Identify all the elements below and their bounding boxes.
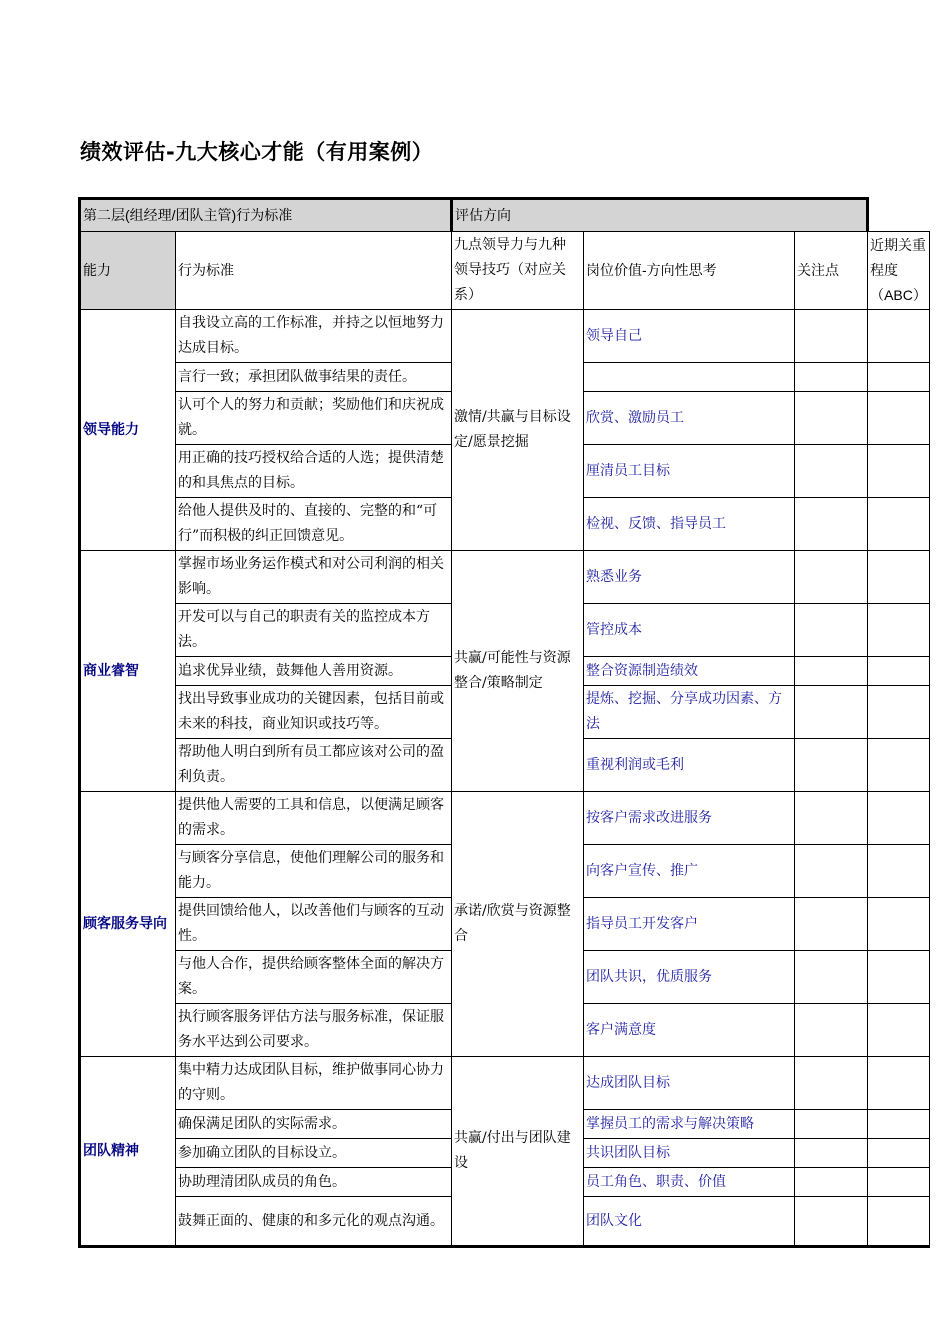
behavior-standard-cell: 掌握市场业务运作模式和对公司利润的相关影响。 (176, 551, 452, 604)
leadership-skill-cell: 承诺/欣赏与资源整合 (452, 792, 584, 1057)
priority-cell[interactable] (868, 1168, 930, 1197)
focus-point-cell[interactable] (795, 1139, 868, 1168)
header-priority-line2: 程度 (870, 262, 898, 278)
priority-cell[interactable] (868, 686, 930, 739)
focus-point-cell[interactable] (795, 1057, 868, 1110)
position-value-cell: 管控成本 (584, 604, 795, 657)
focus-point-cell[interactable] (795, 739, 868, 792)
focus-point-cell[interactable] (795, 792, 868, 845)
priority-cell[interactable] (868, 792, 930, 845)
ability-cell: 商业睿智 (80, 551, 176, 792)
header-skill-line1: 九点领导力与九种 (454, 237, 566, 253)
table-row (80, 310, 930, 363)
behavior-standard-cell: 集中精力达成团队目标，维护做事同心协力的守则。 (176, 1057, 452, 1110)
position-value-cell: 指导员工开发客户 (584, 898, 795, 951)
header-section-left: 第二层(组经理/团队主管)行为标准 (80, 199, 452, 232)
focus-point-cell[interactable] (795, 898, 868, 951)
behavior-standard-cell: 参加确立团队的目标设立。 (176, 1139, 452, 1168)
behavior-standard-cell: 与他人合作，提供给顾客整体全面的解决方案。 (176, 951, 452, 1004)
behavior-standard-cell: 自我设立高的工作标准，并持之以恒地努力达成目标。 (176, 310, 452, 363)
focus-point-cell[interactable] (795, 604, 868, 657)
ability-cell: 团队精神 (80, 1057, 176, 1247)
behavior-standard-cell: 确保满足团队的实际需求。 (176, 1110, 452, 1139)
behavior-standard-cell: 提供他人需要的工具和信息，以便满足顾客的需求。 (176, 792, 452, 845)
header-ability: 能力 (80, 232, 176, 310)
priority-cell[interactable] (868, 1004, 930, 1057)
priority-cell[interactable] (868, 951, 930, 1004)
page-title: 绩效评估-九大核心才能（有用案例） (80, 140, 434, 164)
table-row (80, 551, 930, 604)
header-priority-line3: （ABC） (870, 287, 927, 303)
focus-point-cell[interactable] (795, 310, 868, 363)
position-value-cell: 达成团队目标 (584, 1057, 795, 1110)
ability-cell: 领导能力 (80, 310, 176, 551)
header-standard: 行为标准 (176, 232, 452, 310)
position-value-cell: 重视利润或毛利 (584, 739, 795, 792)
position-value-cell: 员工角色、职责、价值 (584, 1168, 795, 1197)
priority-cell[interactable] (868, 845, 930, 898)
priority-cell[interactable] (868, 1139, 930, 1168)
focus-point-cell[interactable] (795, 686, 868, 739)
priority-cell[interactable] (868, 604, 930, 657)
leadership-skill-cell: 共赢/可能性与资源整合/策略制定 (452, 551, 584, 792)
focus-point-cell[interactable] (795, 1110, 868, 1139)
position-value-cell: 领导自己 (584, 310, 795, 363)
header-focus: 关注点 (795, 232, 868, 310)
focus-point-cell[interactable] (795, 551, 868, 604)
priority-cell[interactable] (868, 445, 930, 498)
header-priority (868, 232, 930, 310)
behavior-standard-cell: 执行顾客服务评估方法与服务标准，保证服务水平达到公司要求。 (176, 1004, 452, 1057)
header-priority-line1: 近期关重 (870, 237, 926, 253)
behavior-standard-cell: 鼓舞正面的、健康的和多元化的观点沟通。 (176, 1197, 452, 1247)
position-value-cell: 检视、反馈、指导员工 (584, 498, 795, 551)
header-skill-line3: 系） (454, 287, 482, 303)
position-value-cell (584, 363, 795, 392)
leadership-skill-cell: 共赢/付出与团队建设 (452, 1057, 584, 1247)
behavior-standard-cell: 与顾客分享信息，使他们理解公司的服务和能力。 (176, 845, 452, 898)
behavior-standard-cell: 帮助他人明白到所有员工都应该对公司的盈利负责。 (176, 739, 452, 792)
behavior-standard-cell: 认可个人的努力和贡献；奖励他们和庆祝成就。 (176, 392, 452, 445)
priority-cell[interactable] (868, 1057, 930, 1110)
position-value-cell: 整合资源制造绩效 (584, 657, 795, 686)
position-value-cell: 厘清员工目标 (584, 445, 795, 498)
behavior-standard-cell: 找出导致事业成功的关键因素，包括目前或未来的科技，商业知识或技巧等。 (176, 686, 452, 739)
position-value-cell: 向客户宣传、推广 (584, 845, 795, 898)
behavior-standard-cell: 追求优异业绩，鼓舞他人善用资源。 (176, 657, 452, 686)
priority-cell[interactable] (868, 1110, 930, 1139)
priority-cell[interactable] (868, 310, 930, 363)
position-value-cell: 团队文化 (584, 1197, 795, 1247)
focus-point-cell[interactable] (795, 445, 868, 498)
priority-cell[interactable] (868, 898, 930, 951)
ability-cell: 顾客服务导向 (80, 792, 176, 1057)
header-blank-cell (868, 199, 930, 232)
header-value: 岗位价值-方向性思考 (584, 232, 795, 310)
priority-cell[interactable] (868, 657, 930, 686)
focus-point-cell[interactable] (795, 498, 868, 551)
priority-cell[interactable] (868, 498, 930, 551)
position-value-cell: 团队共识，优质服务 (584, 951, 795, 1004)
competency-table (78, 197, 930, 1248)
behavior-standard-cell: 协助理清团队成员的角色。 (176, 1168, 452, 1197)
priority-cell[interactable] (868, 392, 930, 445)
position-value-cell: 按客户需求改进服务 (584, 792, 795, 845)
focus-point-cell[interactable] (795, 1197, 868, 1247)
position-value-cell: 掌握员工的需求与解决策略 (584, 1110, 795, 1139)
position-value-cell: 客户满意度 (584, 1004, 795, 1057)
focus-point-cell[interactable] (795, 951, 868, 1004)
header-section-right: 评估方向 (452, 199, 868, 232)
priority-cell[interactable] (868, 739, 930, 792)
table-row (80, 1057, 930, 1110)
priority-cell[interactable] (868, 551, 930, 604)
position-value-cell: 熟悉业务 (584, 551, 795, 604)
focus-point-cell[interactable] (795, 392, 868, 445)
priority-cell[interactable] (868, 1197, 930, 1247)
behavior-standard-cell: 提供回馈给他人，以改善他们与顾客的互动性。 (176, 898, 452, 951)
behavior-standard-cell: 开发可以与自己的职责有关的监控成本方法。 (176, 604, 452, 657)
header-skill-line2: 领导技巧（对应关 (454, 262, 566, 278)
table-row (80, 792, 930, 845)
focus-point-cell[interactable] (795, 1004, 868, 1057)
position-value-cell: 共识团队目标 (584, 1139, 795, 1168)
priority-cell[interactable] (868, 363, 930, 392)
focus-point-cell[interactable] (795, 845, 868, 898)
focus-point-cell[interactable] (795, 657, 868, 686)
behavior-standard-cell: 给他人提供及时的、直接的、完整的和“可行”而积极的纠正回馈意见。 (176, 498, 452, 551)
focus-point-cell[interactable] (795, 363, 868, 392)
focus-point-cell[interactable] (795, 1168, 868, 1197)
leadership-skill-cell: 激情/共赢与目标设定/愿景挖掘 (452, 310, 584, 551)
behavior-standard-cell: 用正确的技巧授权给合适的人选；提供清楚的和具焦点的目标。 (176, 445, 452, 498)
header-skill (452, 232, 584, 310)
position-value-cell: 欣赏、激励员工 (584, 392, 795, 445)
position-value-cell: 提炼、挖掘、分享成功因素、方法 (584, 686, 795, 739)
behavior-standard-cell: 言行一致；承担团队做事结果的责任。 (176, 363, 452, 392)
